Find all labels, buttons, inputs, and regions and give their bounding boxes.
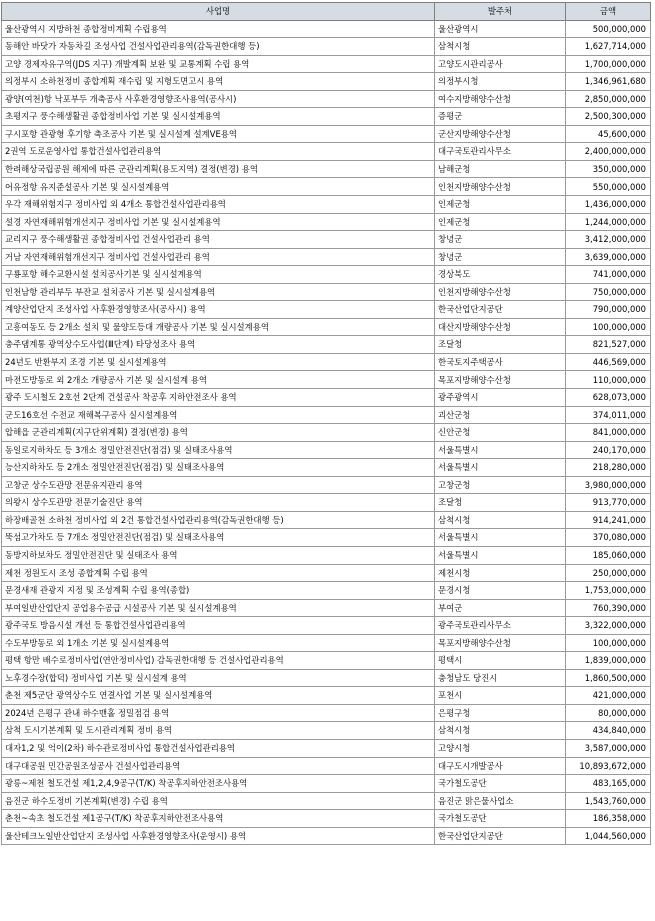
client-cell[interactable]: 여수지방해양수산청 xyxy=(435,90,566,108)
amount-cell[interactable]: 628,073,000 xyxy=(566,389,651,407)
client-cell[interactable]: 증평군 xyxy=(435,108,566,126)
amount-cell[interactable]: 760,390,000 xyxy=(566,599,651,617)
client-cell[interactable]: 서울특별시 xyxy=(435,546,566,564)
table-row xyxy=(2,73,651,91)
project-name-cell[interactable]: 압해읍 군관리계획(지구단위계획) 결정(변경) 용역 xyxy=(2,424,435,442)
client-cell[interactable]: 삼척시청 xyxy=(435,38,566,56)
amount-cell[interactable]: 100,000,000 xyxy=(566,634,651,652)
client-cell[interactable]: 삼척시청 xyxy=(435,722,566,740)
amount-cell[interactable]: 10,893,672,000 xyxy=(566,757,651,775)
client-cell[interactable]: 인천지방해양수산청 xyxy=(435,178,566,196)
amount-cell[interactable]: 2,850,000,000 xyxy=(566,90,651,108)
client-cell[interactable]: 한국산업단지공단 xyxy=(435,827,566,845)
amount-cell[interactable]: 1,839,000,000 xyxy=(566,652,651,670)
client-cell[interactable]: 광주광역시 xyxy=(435,389,566,407)
client-cell[interactable]: 목포지방해양수산청 xyxy=(435,371,566,389)
table-row xyxy=(2,652,651,670)
amount-cell[interactable]: 1,753,000,000 xyxy=(566,582,651,600)
table-row xyxy=(2,476,651,494)
amount-cell[interactable]: 1,860,500,000 xyxy=(566,669,651,687)
project-name-cell[interactable]: 춘천 제5군단 광역상수도 연결사업 기본 및 실시설계용역 xyxy=(2,687,435,705)
project-name-cell[interactable]: 하장배골천 소하천 정비사업 외 2건 통합건설사업관리용역(감독권한대행 등) xyxy=(2,511,435,529)
client-cell[interactable]: 서울특별시 xyxy=(435,441,566,459)
client-cell[interactable]: 괴산군청 xyxy=(435,406,566,424)
client-cell[interactable]: 서울특별시 xyxy=(435,529,566,547)
project-name-cell[interactable]: 고흥여동도 등 2개소 설치 및 물양도등대 개량공사 기본 및 실시설계용역 xyxy=(2,318,435,336)
project-name-cell[interactable]: 평택 항만 배수로정비사업(연안정비사업) 감독권한대행 등 건설사업관리용역 xyxy=(2,652,435,670)
table-row xyxy=(2,617,651,635)
table-row xyxy=(2,546,651,564)
table-row xyxy=(2,827,651,845)
amount-cell[interactable]: 500,000,000 xyxy=(566,20,651,38)
project-name-cell[interactable]: 능산지하차도 등 2개소 정밀안전진단(점검) 및 실태조사용역 xyxy=(2,459,435,477)
amount-cell[interactable]: 1,627,714,000 xyxy=(566,38,651,56)
amount-cell[interactable]: 240,170,000 xyxy=(566,441,651,459)
client-cell[interactable]: 국가철도공단 xyxy=(435,810,566,828)
project-name-cell[interactable]: 고양 경제자유구역(JDS 지구) 개발계획 보완 및 교통계획 수립 용역 xyxy=(2,55,435,73)
table-row xyxy=(2,775,651,793)
project-name-cell[interactable]: 문경새재 관광지 지정 및 조성계획 수립 용역(종합) xyxy=(2,582,435,600)
table-row xyxy=(2,687,651,705)
project-name-cell[interactable]: 인천남항 관리부두 부잔교 설치공사 기본 및 실시설계용역 xyxy=(2,283,435,301)
client-cell[interactable]: 인제군청 xyxy=(435,213,566,231)
project-name-cell[interactable]: 대자1,2 및 억이(2차) 하수관로정비사업 통합건설사업관리용역 xyxy=(2,739,435,757)
project-name-cell[interactable]: 노후경수장(합덕) 정비사업 기본 및 실시설계 용역 xyxy=(2,669,435,687)
client-cell[interactable]: 대산지방해양수산청 xyxy=(435,318,566,336)
amount-cell[interactable]: 1,543,760,000 xyxy=(566,792,651,810)
amount-cell[interactable]: 45,600,000 xyxy=(566,125,651,143)
client-cell[interactable]: 대구국토관리사무소 xyxy=(435,143,566,161)
table-row xyxy=(2,389,651,407)
column-header-name[interactable]: 사업명 xyxy=(2,3,435,21)
table-row xyxy=(2,55,651,73)
project-name-cell[interactable]: 동일로지하차도 등 3개소 정밀안전진단(점검) 및 실태조사용역 xyxy=(2,441,435,459)
client-cell[interactable]: 은평구청 xyxy=(435,704,566,722)
client-cell[interactable]: 목포지방해양수산청 xyxy=(435,634,566,652)
client-cell[interactable]: 문경시청 xyxy=(435,582,566,600)
project-name-cell[interactable]: 구시포항 관광형 후기항 축조공사 기본 및 실시설계 설계VE용역 xyxy=(2,125,435,143)
client-cell[interactable]: 평택시 xyxy=(435,652,566,670)
client-cell[interactable]: 광주국토관리사무소 xyxy=(435,617,566,635)
project-name-cell[interactable]: 한려해상국립공원 해제에 따른 군관리계획(용도지역) 결정(변경) 용역 xyxy=(2,160,435,178)
table-row xyxy=(2,634,651,652)
table-row xyxy=(2,599,651,617)
amount-cell[interactable]: 1,436,000,000 xyxy=(566,196,651,214)
amount-cell[interactable]: 3,322,000,000 xyxy=(566,617,651,635)
amount-cell[interactable]: 3,639,000,000 xyxy=(566,248,651,266)
amount-cell[interactable]: 185,060,000 xyxy=(566,546,651,564)
table-row xyxy=(2,20,651,38)
project-name-cell[interactable]: 울산테크노일반산업단지 조성사업 사후환경영향조사(운영시) 용역 xyxy=(2,827,435,845)
client-cell[interactable]: 울산광역시 xyxy=(435,20,566,38)
column-header-amount[interactable]: 금액 xyxy=(566,3,651,21)
table-row xyxy=(2,90,651,108)
client-cell[interactable]: 창녕군 xyxy=(435,231,566,249)
project-name-cell[interactable]: 대구대공원 민간공원조성공사 건설사업관리용역 xyxy=(2,757,435,775)
client-cell[interactable]: 한국토지주택공사 xyxy=(435,353,566,371)
client-cell[interactable]: 대구도시개발공사 xyxy=(435,757,566,775)
table-row xyxy=(2,353,651,371)
client-cell[interactable]: 한국산업단지공단 xyxy=(435,301,566,319)
project-name-cell[interactable]: 동해안 바닷가 자동차길 조성사업 건설사업관리용역(감독권한대행 등) xyxy=(2,38,435,56)
project-name-cell[interactable]: 계양산업단지 조성사업 사후환경영향조사(공사시) 용역 xyxy=(2,301,435,319)
amount-cell[interactable]: 790,000,000 xyxy=(566,301,651,319)
table-header-row xyxy=(2,3,651,21)
table-row xyxy=(2,739,651,757)
client-cell[interactable]: 서울특별시 xyxy=(435,459,566,477)
project-name-cell[interactable]: 광주국토 방음시설 개선 등 통합건설사업관리용역 xyxy=(2,617,435,635)
table-row xyxy=(2,266,651,284)
amount-cell[interactable]: 1,700,000,000 xyxy=(566,55,651,73)
table-row xyxy=(2,704,651,722)
project-name-cell[interactable]: 충주댐계통 광역상수도사업(Ⅲ단계) 타당성조사 용역 xyxy=(2,336,435,354)
amount-cell[interactable]: 750,000,000 xyxy=(566,283,651,301)
client-cell[interactable]: 경상북도 xyxy=(435,266,566,284)
amount-cell[interactable]: 80,000,000 xyxy=(566,704,651,722)
client-cell[interactable]: 고양시청 xyxy=(435,739,566,757)
client-cell[interactable]: 삼척시청 xyxy=(435,511,566,529)
table-row xyxy=(2,248,651,266)
table-body xyxy=(2,20,651,845)
table-row xyxy=(2,196,651,214)
amount-cell[interactable]: 1,044,560,000 xyxy=(566,827,651,845)
amount-cell[interactable]: 483,165,000 xyxy=(566,775,651,793)
project-name-cell[interactable]: 교리지구 풍수해생활권 종합정비사업 건설사업관리 용역 xyxy=(2,231,435,249)
project-name-cell[interactable]: 거남 자연재해위험개선지구 정비사업 건설사업관리 용역 xyxy=(2,248,435,266)
amount-cell[interactable]: 374,011,000 xyxy=(566,406,651,424)
table-row xyxy=(2,160,651,178)
client-cell[interactable]: 인제군청 xyxy=(435,196,566,214)
table-row xyxy=(2,38,651,56)
table-row xyxy=(2,564,651,582)
client-cell[interactable]: 고창군청 xyxy=(435,476,566,494)
table-row xyxy=(2,178,651,196)
table-row xyxy=(2,108,651,126)
table-row xyxy=(2,301,651,319)
amount-cell[interactable]: 100,000,000 xyxy=(566,318,651,336)
amount-cell[interactable]: 3,412,000,000 xyxy=(566,231,651,249)
amount-cell[interactable]: 3,980,000,000 xyxy=(566,476,651,494)
amount-cell[interactable]: 1,244,000,000 xyxy=(566,213,651,231)
table-row xyxy=(2,125,651,143)
client-cell[interactable]: 조달청 xyxy=(435,336,566,354)
client-cell[interactable]: 포천시 xyxy=(435,687,566,705)
amount-cell[interactable]: 370,080,000 xyxy=(566,529,651,547)
client-cell[interactable]: 인천지방해양수산청 xyxy=(435,283,566,301)
project-name-cell[interactable]: 광릉~제천 철도건설 제1,2,4,9공구(T/K) 착공후지하안전조사용역 xyxy=(2,775,435,793)
amount-cell[interactable]: 421,000,000 xyxy=(566,687,651,705)
client-cell[interactable]: 창녕군 xyxy=(435,248,566,266)
amount-cell[interactable]: 110,000,000 xyxy=(566,371,651,389)
amount-cell[interactable]: 434,840,000 xyxy=(566,722,651,740)
project-name-cell[interactable]: 수도부방동로 외 1개소 기본 및 실시설계용역 xyxy=(2,634,435,652)
client-cell[interactable]: 고양도시관리공사 xyxy=(435,55,566,73)
project-name-cell[interactable]: 동방지하보차도 정밀안전진단 및 실태조사 용역 xyxy=(2,546,435,564)
amount-cell[interactable]: 186,358,000 xyxy=(566,810,651,828)
amount-cell[interactable]: 3,587,000,000 xyxy=(566,739,651,757)
project-name-cell[interactable]: 광주 도시철도 2호선 2단계 건설공사 착공후 지하안전조사 용역 xyxy=(2,389,435,407)
project-name-cell[interactable]: 의왕시 상수도관망 전문기술진단 용역 xyxy=(2,494,435,512)
table-row xyxy=(2,494,651,512)
amount-cell[interactable]: 1,346,961,680 xyxy=(566,73,651,91)
table-row xyxy=(2,441,651,459)
project-name-cell[interactable]: 제천 정원도시 조성 종합계획 수립 용역 xyxy=(2,564,435,582)
project-name-cell[interactable]: 뚝섬고가차도 등 7개소 정밀안전진단(점검) 및 실태조사용역 xyxy=(2,529,435,547)
client-cell[interactable]: 국가철도공단 xyxy=(435,775,566,793)
client-cell[interactable]: 음진군 맑은물사업소 xyxy=(435,792,566,810)
amount-cell[interactable]: 2,500,300,000 xyxy=(566,108,651,126)
client-cell[interactable]: 충청남도 당진시 xyxy=(435,669,566,687)
amount-cell[interactable]: 913,770,000 xyxy=(566,494,651,512)
table-row xyxy=(2,669,651,687)
project-name-cell[interactable]: 2024년 은평구 관내 하수맨홀 정밀점검 용역 xyxy=(2,704,435,722)
amount-cell[interactable]: 218,280,000 xyxy=(566,459,651,477)
amount-cell[interactable]: 446,569,000 xyxy=(566,353,651,371)
project-name-cell[interactable]: 24년도 반환부지 조경 기본 및 실시설계용역 xyxy=(2,353,435,371)
column-header-client[interactable]: 발주처 xyxy=(435,3,566,21)
contract-table xyxy=(1,2,651,845)
amount-cell[interactable]: 2,400,000,000 xyxy=(566,143,651,161)
table-row xyxy=(2,722,651,740)
client-cell[interactable]: 조달청 xyxy=(435,494,566,512)
client-cell[interactable]: 신안군청 xyxy=(435,424,566,442)
client-cell[interactable]: 남해군청 xyxy=(435,160,566,178)
amount-cell[interactable]: 550,000,000 xyxy=(566,178,651,196)
project-name-cell[interactable]: 어유정항 유지준설공사 기본 및 실시설계용역 xyxy=(2,178,435,196)
project-name-cell[interactable]: 우각 재해위험지구 정비사업 외 4개소 통합건설사업관리용역 xyxy=(2,196,435,214)
table-row xyxy=(2,424,651,442)
table-row xyxy=(2,459,651,477)
amount-cell[interactable]: 250,000,000 xyxy=(566,564,651,582)
amount-cell[interactable]: 841,000,000 xyxy=(566,424,651,442)
project-name-cell[interactable]: 삼척 도시기본계획 및 도시관리계획 정비 용역 xyxy=(2,722,435,740)
table-row xyxy=(2,336,651,354)
table-row xyxy=(2,406,651,424)
table-row xyxy=(2,757,651,775)
table-row xyxy=(2,213,651,231)
table-row xyxy=(2,511,651,529)
project-name-cell[interactable]: 광양(여천)항 낙포부두 개축공사 사후환경영향조사용역(공사시) xyxy=(2,90,435,108)
project-name-cell[interactable]: 구룡포항 해수교환시설 설치공사기본 및 실시설계용역 xyxy=(2,266,435,284)
amount-cell[interactable]: 350,000,000 xyxy=(566,160,651,178)
project-name-cell[interactable]: 2권역 도로운영사업 통합건설사업관리용역 xyxy=(2,143,435,161)
project-name-cell[interactable]: 울산광역시 지방하천 종합정비계획 수립용역 xyxy=(2,20,435,38)
table-row xyxy=(2,792,651,810)
project-name-cell[interactable]: 초평지구 풍수해생활권 종합정비사업 기본 및 실시설계용역 xyxy=(2,108,435,126)
table-row xyxy=(2,231,651,249)
client-cell[interactable]: 제천시청 xyxy=(435,564,566,582)
project-name-cell[interactable]: 고창군 상수도관망 전문유지관리 용역 xyxy=(2,476,435,494)
table-row xyxy=(2,143,651,161)
project-name-cell[interactable]: 부여일반산업단지 공업용수공급 시설공사 기본 및 실시설계용역 xyxy=(2,599,435,617)
project-name-cell[interactable]: 의정부시 소하천정비 종합계획 재수립 및 지형도면고시 용역 xyxy=(2,73,435,91)
client-cell[interactable]: 의정부시청 xyxy=(435,73,566,91)
project-name-cell[interactable]: 군도16호선 수전교 재해복구공사 실시설계용역 xyxy=(2,406,435,424)
amount-cell[interactable]: 914,241,000 xyxy=(566,511,651,529)
project-name-cell[interactable]: 설경 자연재해위험개선지구 정비사업 기본 및 실시설계용역 xyxy=(2,213,435,231)
table-row xyxy=(2,371,651,389)
project-name-cell[interactable]: 춘천~속초 철도건설 제1공구(T/K) 착공후지하안전조사용역 xyxy=(2,810,435,828)
table-row xyxy=(2,582,651,600)
amount-cell[interactable]: 741,000,000 xyxy=(566,266,651,284)
table-row xyxy=(2,810,651,828)
table-row xyxy=(2,318,651,336)
project-name-cell[interactable]: 음진군 하수도정비 기본계획(변경) 수립 용역 xyxy=(2,792,435,810)
project-name-cell[interactable]: 마전도방동로 외 2개소 개량공사 기본 및 실시설계 용역 xyxy=(2,371,435,389)
client-cell[interactable]: 부여군 xyxy=(435,599,566,617)
amount-cell[interactable]: 821,527,000 xyxy=(566,336,651,354)
client-cell[interactable]: 군산지방해양수산청 xyxy=(435,125,566,143)
table-row xyxy=(2,529,651,547)
table-row xyxy=(2,283,651,301)
